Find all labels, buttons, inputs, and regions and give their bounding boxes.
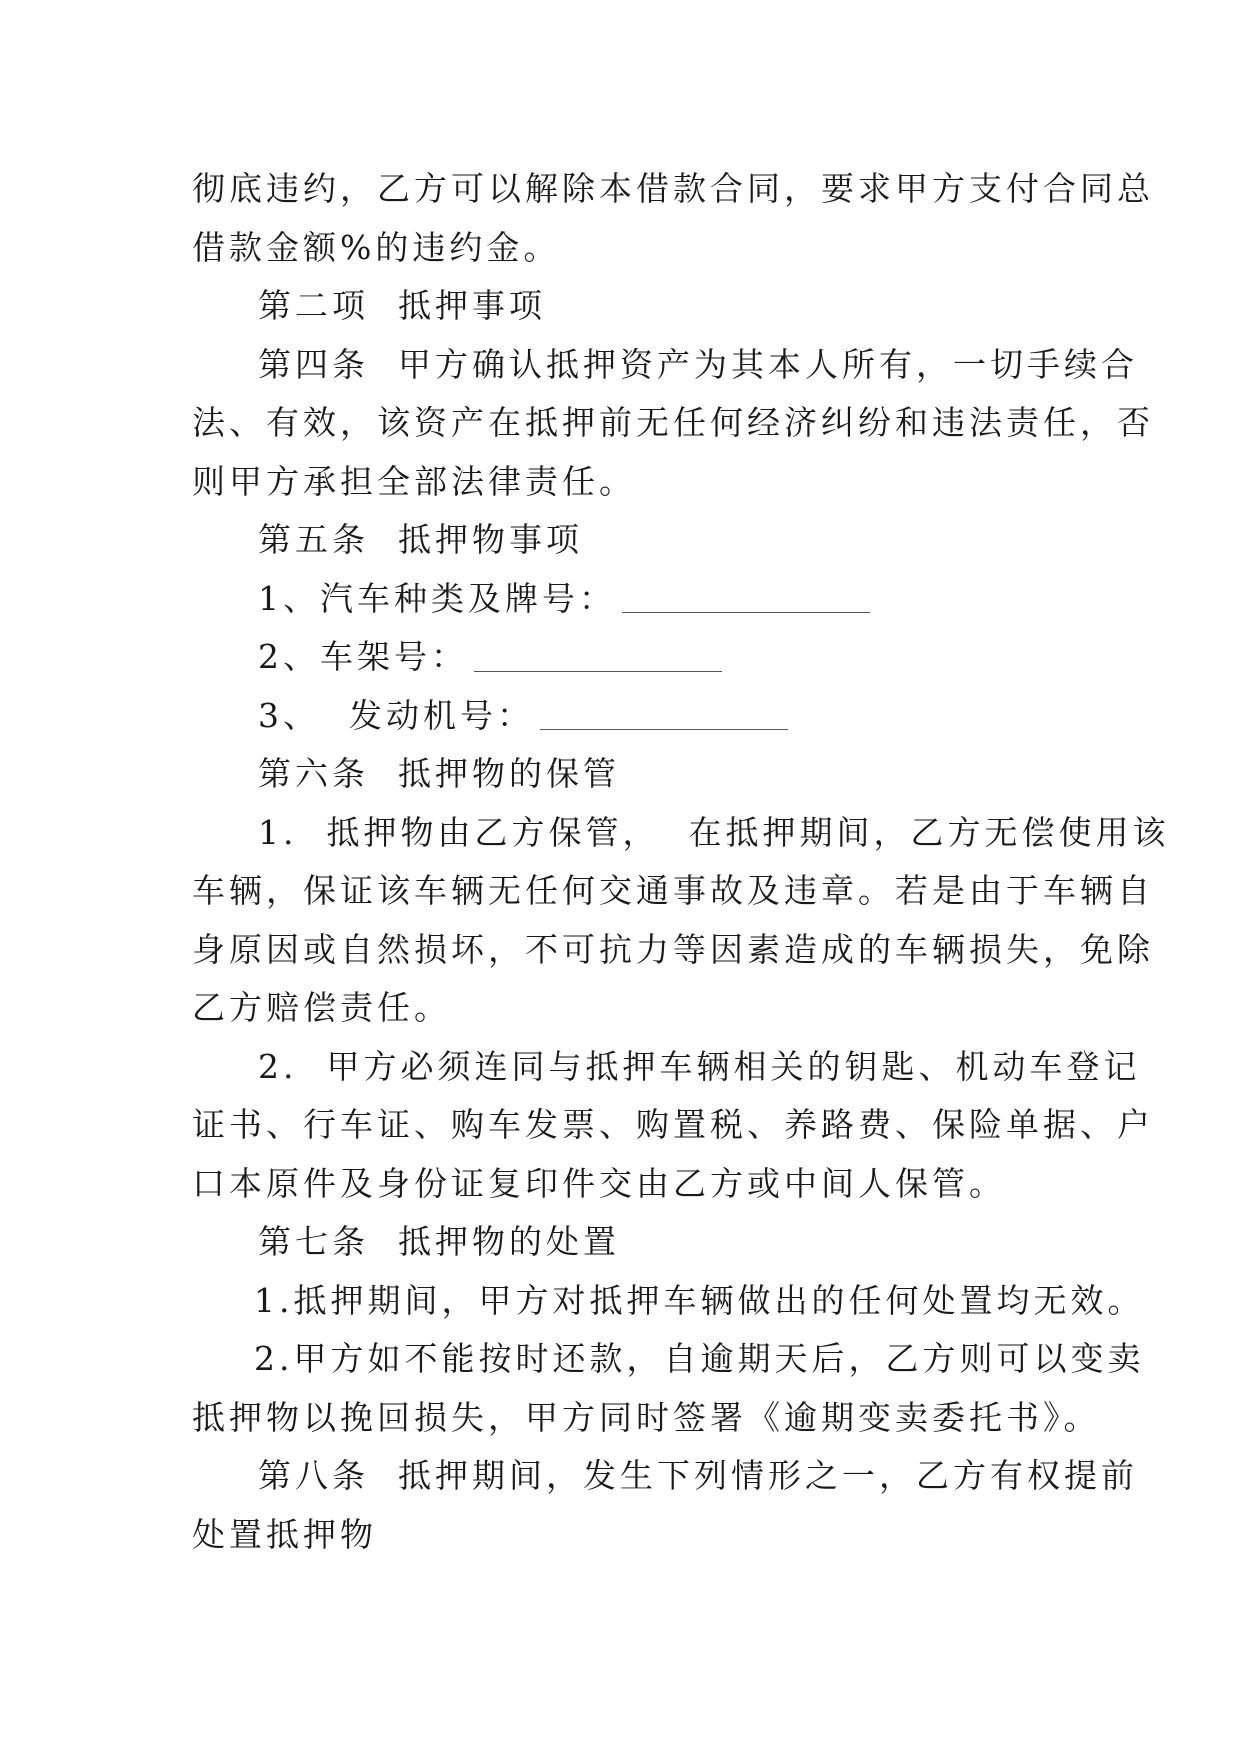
paragraph-line: 处置抵押物 [192, 1514, 377, 1554]
article-heading-line: 第八条 抵押期间，发生下列情形之一，乙方有权提前 [258, 1456, 1138, 1495]
field-vehicle-type [192, 570, 1062, 629]
paragraph-line: 借款金额%的违约金。 [192, 227, 561, 267]
paragraph-line: 则甲方承担全部法律责任。 [192, 461, 636, 501]
clause-line: 1.抵押期间，甲方对抵押车辆做出的任何处置均无效。 [254, 1280, 1145, 1320]
paragraph-line: 乙方赔偿责任。 [192, 988, 451, 1027]
field-label: 2、车架号： [258, 637, 468, 676]
article-heading: 第七条 抵押物的处置 [258, 1222, 620, 1261]
article-heading: 第五条 抵押物事项 [258, 520, 583, 559]
paragraph-line: 口本原件及身份证复印件交由乙方或中间人保管。 [192, 1163, 1006, 1203]
paragraph-line: 身原因或自然损坏，不可抗力等因素造成的车辆损失，免除 [192, 929, 1154, 969]
fill-in-blank [474, 647, 722, 672]
document-body [192, 160, 1170, 1564]
clause-line: 2.甲方如不能按时还款，自逾期天后，乙方则可以变卖 [254, 1339, 1145, 1378]
clause-line: 1. 抵押物由乙方保管， 在抵押期间，乙方无偿使用该 [258, 812, 1170, 852]
field-engine-number [192, 687, 1062, 746]
fill-in-blank [540, 705, 788, 730]
fill-in-blank [622, 588, 870, 613]
paragraph-line: 抵押物以挽回损失，甲方同时签署《逾期变卖委托书》。 [192, 1397, 1101, 1437]
article-heading-line: 第四条 甲方确认抵押资产为其本人所有，一切手续合 [258, 344, 1138, 384]
field-label: 1、汽车种类及牌号： [258, 578, 616, 618]
section-heading: 第二项 抵押事项 [258, 286, 546, 325]
field-label: 3、 发动机号： [258, 695, 534, 735]
field-frame-number [192, 628, 1062, 687]
clause-line: 2. 甲方必须连同与抵押车辆相关的钥匙、机动车登记 [258, 1046, 1141, 1086]
paragraph-line: 彻底违约，乙方可以解除本借款合同，要求甲方支付合同总 [192, 169, 1154, 208]
paragraph-line: 法、有效，该资产在抵押前无任何经济纠纷和违法责任，否 [192, 403, 1154, 442]
paragraph-line: 证书、行车证、购车发票、购置税、养路费、保险单据、户 [192, 1105, 1154, 1144]
paragraph-line: 车辆，保证该车辆无任何交通事故及违章。若是由于车辆自 [192, 871, 1154, 910]
article-heading: 第六条 抵押物的保管 [258, 754, 620, 793]
